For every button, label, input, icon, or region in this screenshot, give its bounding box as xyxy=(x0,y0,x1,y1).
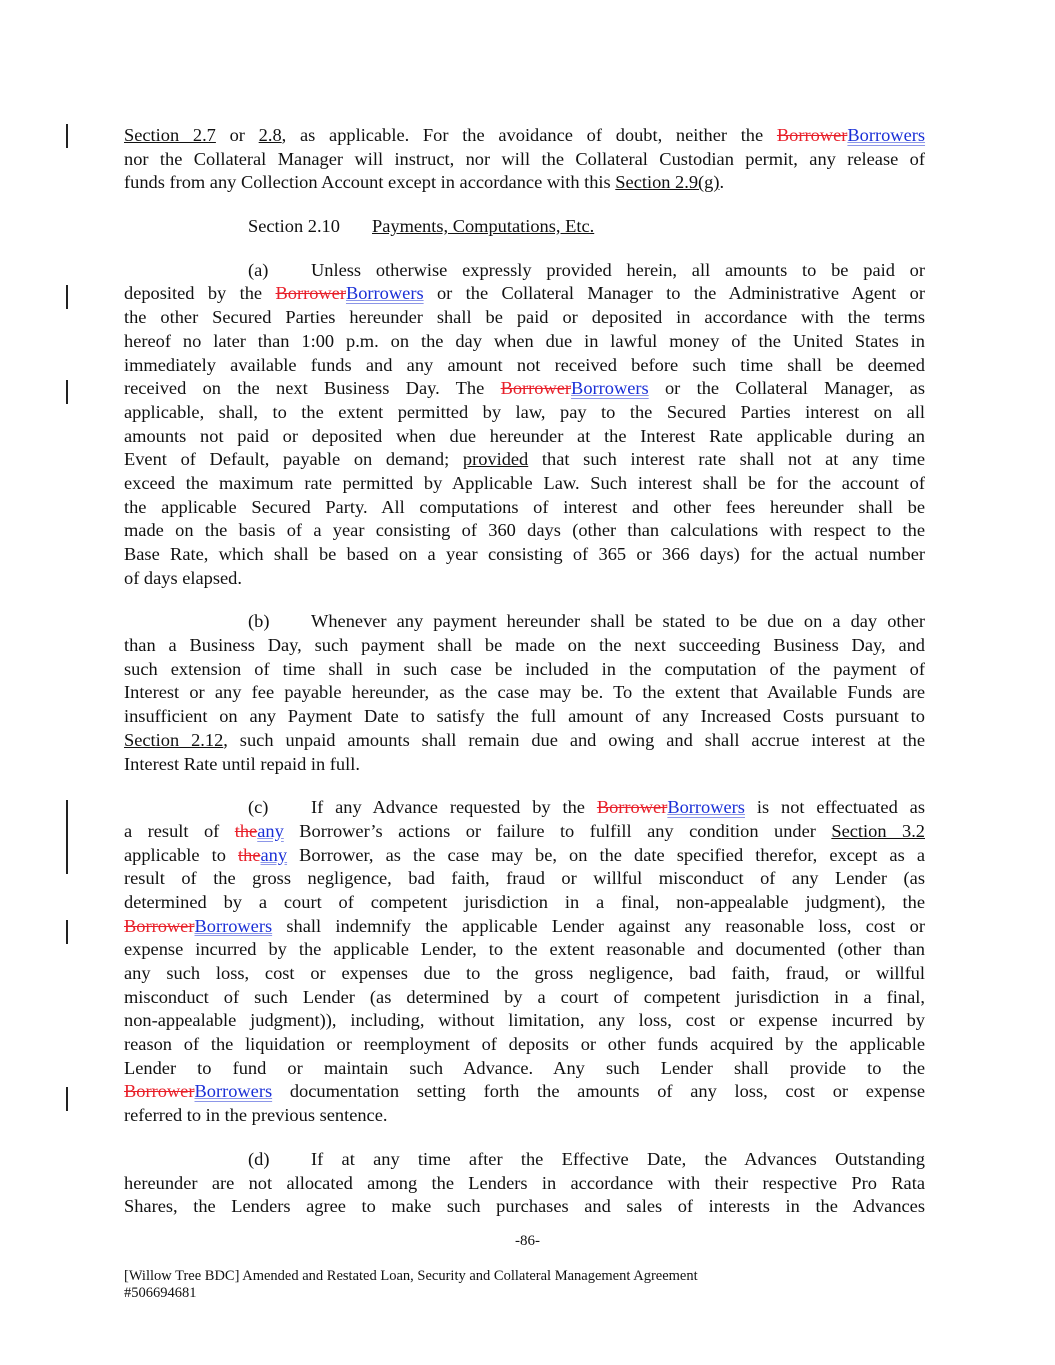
cross-reference: provided xyxy=(462,449,529,470)
change-bar xyxy=(66,380,68,404)
deleted-text: Borrower xyxy=(776,125,848,145)
paragraph-label: (b) xyxy=(248,611,270,632)
text-line xyxy=(124,1057,925,1081)
change-bar xyxy=(66,124,68,148)
text-line xyxy=(124,306,925,330)
text-line xyxy=(124,986,925,1010)
text-run: funds from any Collection Account except in accordance with this xyxy=(124,172,616,193)
text-line xyxy=(124,681,925,705)
text-run: deposited by the xyxy=(124,283,276,304)
text-run: Event of Default, payable on demand; xyxy=(124,449,463,470)
text-run: result of the gross negligence, bad faith, fraud or willful misconduct of any Lender (as xyxy=(124,868,925,889)
text-run: insufficient on any Payment Date to satisfy the full amount of any Increased Costs pursuant to xyxy=(124,706,925,727)
section-title: Payments, Computations, Etc. xyxy=(372,216,595,237)
text-line xyxy=(124,425,925,449)
change-bar xyxy=(66,800,68,874)
text-line xyxy=(124,796,925,820)
text-line xyxy=(124,519,925,543)
document-page xyxy=(124,124,925,1219)
text-line xyxy=(124,634,925,658)
text-run: or the Collateral Manager to the Administrative Agent or xyxy=(423,283,925,304)
text-line xyxy=(124,1080,925,1104)
text-run: of days elapsed. xyxy=(124,567,242,588)
text-run: any such loss, cost or expenses due to the gross negligence, bad faith, fraud, or willful xyxy=(124,963,925,983)
text-run: hereof no later than 1:00 p.m. on the day when due in lawful money of the United States in xyxy=(124,330,925,351)
inserted-text: Borrowers xyxy=(194,1081,273,1102)
text-run: a result of xyxy=(124,820,235,841)
text-line xyxy=(124,124,925,148)
inserted-text: Borrowers xyxy=(345,283,424,304)
section-heading xyxy=(124,215,925,239)
text-line xyxy=(124,354,925,378)
text-line xyxy=(124,610,925,634)
paragraph-label: (d) xyxy=(248,1148,270,1169)
text-line xyxy=(124,543,925,567)
inserted-text: any xyxy=(257,820,284,841)
text-run: Interest or any fee payable hereunder, as the case may be. To the extent that Available Funds are xyxy=(124,682,925,703)
intro-paragraph xyxy=(124,124,925,195)
text-line xyxy=(124,867,925,891)
inserted-text: Borrowers xyxy=(667,797,745,818)
deleted-text: Borrower xyxy=(275,283,346,304)
text-run: documentation setting forth the amounts of any loss, cost or expense xyxy=(272,1081,925,1102)
text-run: Unless otherwise expressly provided herein, all amounts to be paid or xyxy=(311,259,925,280)
text-run: If any Advance requested by the xyxy=(311,797,597,818)
deleted-text: Borrower xyxy=(596,797,668,818)
text-run: nor the Collateral Manager will instruct, nor will the Collateral Custodian permit, any release of xyxy=(124,148,925,169)
text-line xyxy=(124,820,925,844)
deleted-text: the xyxy=(238,844,261,865)
text-run: or xyxy=(215,125,259,145)
inserted-text: Borrowers xyxy=(194,915,273,936)
text-line xyxy=(124,938,925,962)
inserted-text: Borrowers xyxy=(847,125,926,145)
footer-title: [Willow Tree BDC] Amended and Restated Loan, Security and Collateral Management Agreement xyxy=(124,1268,698,1284)
deleted-text: Borrower xyxy=(500,378,572,399)
text-line xyxy=(124,962,925,986)
section-number: Section 2.10 xyxy=(248,216,340,237)
text-run: applicable, shall, to the extent permitted by law, pay to the Secured Parties interest on all xyxy=(124,401,925,422)
paragraph-c xyxy=(124,796,925,1128)
text-run: , such unpaid amounts shall remain due and owing and shall accrue interest at the xyxy=(223,729,925,750)
text-line xyxy=(124,729,925,753)
text-run: amounts not paid or deposited when due hereunder at the Interest Rate applicable during an xyxy=(124,425,925,446)
deleted-text: Borrower xyxy=(124,915,195,936)
text-run: Borrower’s actions or failure to fulfill any condition under xyxy=(283,820,832,841)
paragraph-label: (a) xyxy=(248,259,269,280)
text-line xyxy=(124,148,925,172)
text-run: than a Business Day, such payment shall be made on the next succeeding Business Day, and xyxy=(124,635,925,656)
text-line xyxy=(124,705,925,729)
text-run: misconduct of such Lender (as determined by a court of competent jurisdiction in a final, xyxy=(124,986,925,1007)
text-line xyxy=(124,844,925,868)
text-run: . xyxy=(719,172,725,193)
text-run: Shares, the Lenders agree to make such purchases and sales of interests in the Advances xyxy=(124,1196,925,1217)
footer-doc-id: #506694681 xyxy=(124,1285,197,1301)
text-run: expense incurred by the applicable Lender, to the extent reasonable and documented (other than xyxy=(124,939,925,960)
paragraph-b xyxy=(124,610,925,776)
text-run: that such interest rate shall not at any time xyxy=(528,449,925,470)
footer xyxy=(124,1268,698,1302)
text-line xyxy=(124,1172,925,1196)
text-line xyxy=(124,282,925,306)
cross-reference: Section 2.9(g) xyxy=(615,172,720,193)
text-line xyxy=(124,1009,925,1033)
text-run: , as applicable. For the avoidance of doubt, neither the xyxy=(281,125,777,145)
text-run: applicable to xyxy=(124,844,239,865)
text-line xyxy=(124,448,925,472)
text-run: Borrower, as the case may be, on the date specified therefor, except as a xyxy=(287,844,925,865)
text-line xyxy=(124,915,925,939)
text-run: determined by a court of competent jurisdiction in a final, non-appealable judgment), the xyxy=(124,891,925,912)
text-run: shall indemnify the applicable Lender against any reasonable loss, cost or xyxy=(272,915,925,936)
text-run: exceed the maximum rate permitted by Applicable Law. Such interest shall be for the account of xyxy=(124,472,925,493)
page-number: -86- xyxy=(515,1233,540,1249)
text-line xyxy=(124,1195,925,1219)
text-run: received on the next Business Day. The xyxy=(124,378,501,399)
cross-reference: 2.8 xyxy=(258,125,282,145)
text-run: reason of the liquidation or reemployment of deposits or other funds acquired by the applicable xyxy=(124,1034,925,1055)
paragraph-label: (c) xyxy=(248,797,269,818)
inserted-text: Borrowers xyxy=(571,378,649,399)
deleted-text: Borrower xyxy=(124,1081,195,1102)
text-line xyxy=(124,259,925,283)
text-run: such extension of time shall in such case be included in the computation of the payment of xyxy=(124,658,925,679)
text-line xyxy=(124,658,925,682)
cross-reference: Section 2.7 xyxy=(124,125,216,145)
cross-reference: Section 2.12 xyxy=(124,729,224,750)
text-line xyxy=(124,1033,925,1057)
cross-reference: Section 3.2 xyxy=(831,820,925,841)
text-line xyxy=(124,891,925,915)
text-line xyxy=(124,753,925,777)
text-run: If at any time after the Effective Date, the Advances Outstanding xyxy=(311,1148,925,1169)
text-run: non-appealable judgment)), including, without limitation, any loss, cost or expense incurred by xyxy=(124,1010,925,1031)
text-run: hereunder are not allocated among the Lenders in accordance with their respective Pro Rata xyxy=(124,1172,925,1193)
text-line xyxy=(124,171,925,195)
text-line xyxy=(124,401,925,425)
text-line xyxy=(124,567,925,591)
change-bar xyxy=(66,1087,68,1111)
change-bar xyxy=(66,920,68,944)
text-line xyxy=(124,496,925,520)
text-run: Whenever any payment hereunder shall be stated to be due on a day other xyxy=(311,611,925,632)
text-line xyxy=(124,472,925,496)
text-line xyxy=(124,1148,925,1172)
text-run: the other Secured Parties hereunder shall be paid or deposited in accordance with the terms xyxy=(124,307,925,328)
text-run: made on the basis of a year consisting of 360 days (other than calculations with respect to the xyxy=(124,520,925,541)
paragraphs xyxy=(124,259,925,1219)
text-line xyxy=(124,1104,925,1128)
text-run: Base Rate, which shall be based on a year consisting of 365 or 366 days) for the actual number xyxy=(124,544,925,564)
text-run: immediately available funds and any amount not received before such time shall be deemed xyxy=(124,354,925,375)
text-run: the applicable Secured Party. All computations of interest and other fees hereunder shall be xyxy=(124,496,925,517)
text-run: Lender to fund or maintain such Advance. Any such Lender shall provide to the xyxy=(124,1057,925,1078)
change-bar xyxy=(66,285,68,309)
text-run: or the Collateral Manager, as xyxy=(648,378,925,399)
text-line xyxy=(124,377,925,401)
text-run: referred to in the previous sentence. xyxy=(124,1105,388,1126)
paragraph-a xyxy=(124,259,925,591)
text-run: is not effectuated as xyxy=(744,797,925,818)
text-line xyxy=(124,330,925,354)
text-run: Interest Rate until repaid in full. xyxy=(124,753,360,774)
deleted-text: the xyxy=(234,820,258,841)
paragraph-d xyxy=(124,1148,925,1219)
inserted-text: any xyxy=(260,844,288,865)
